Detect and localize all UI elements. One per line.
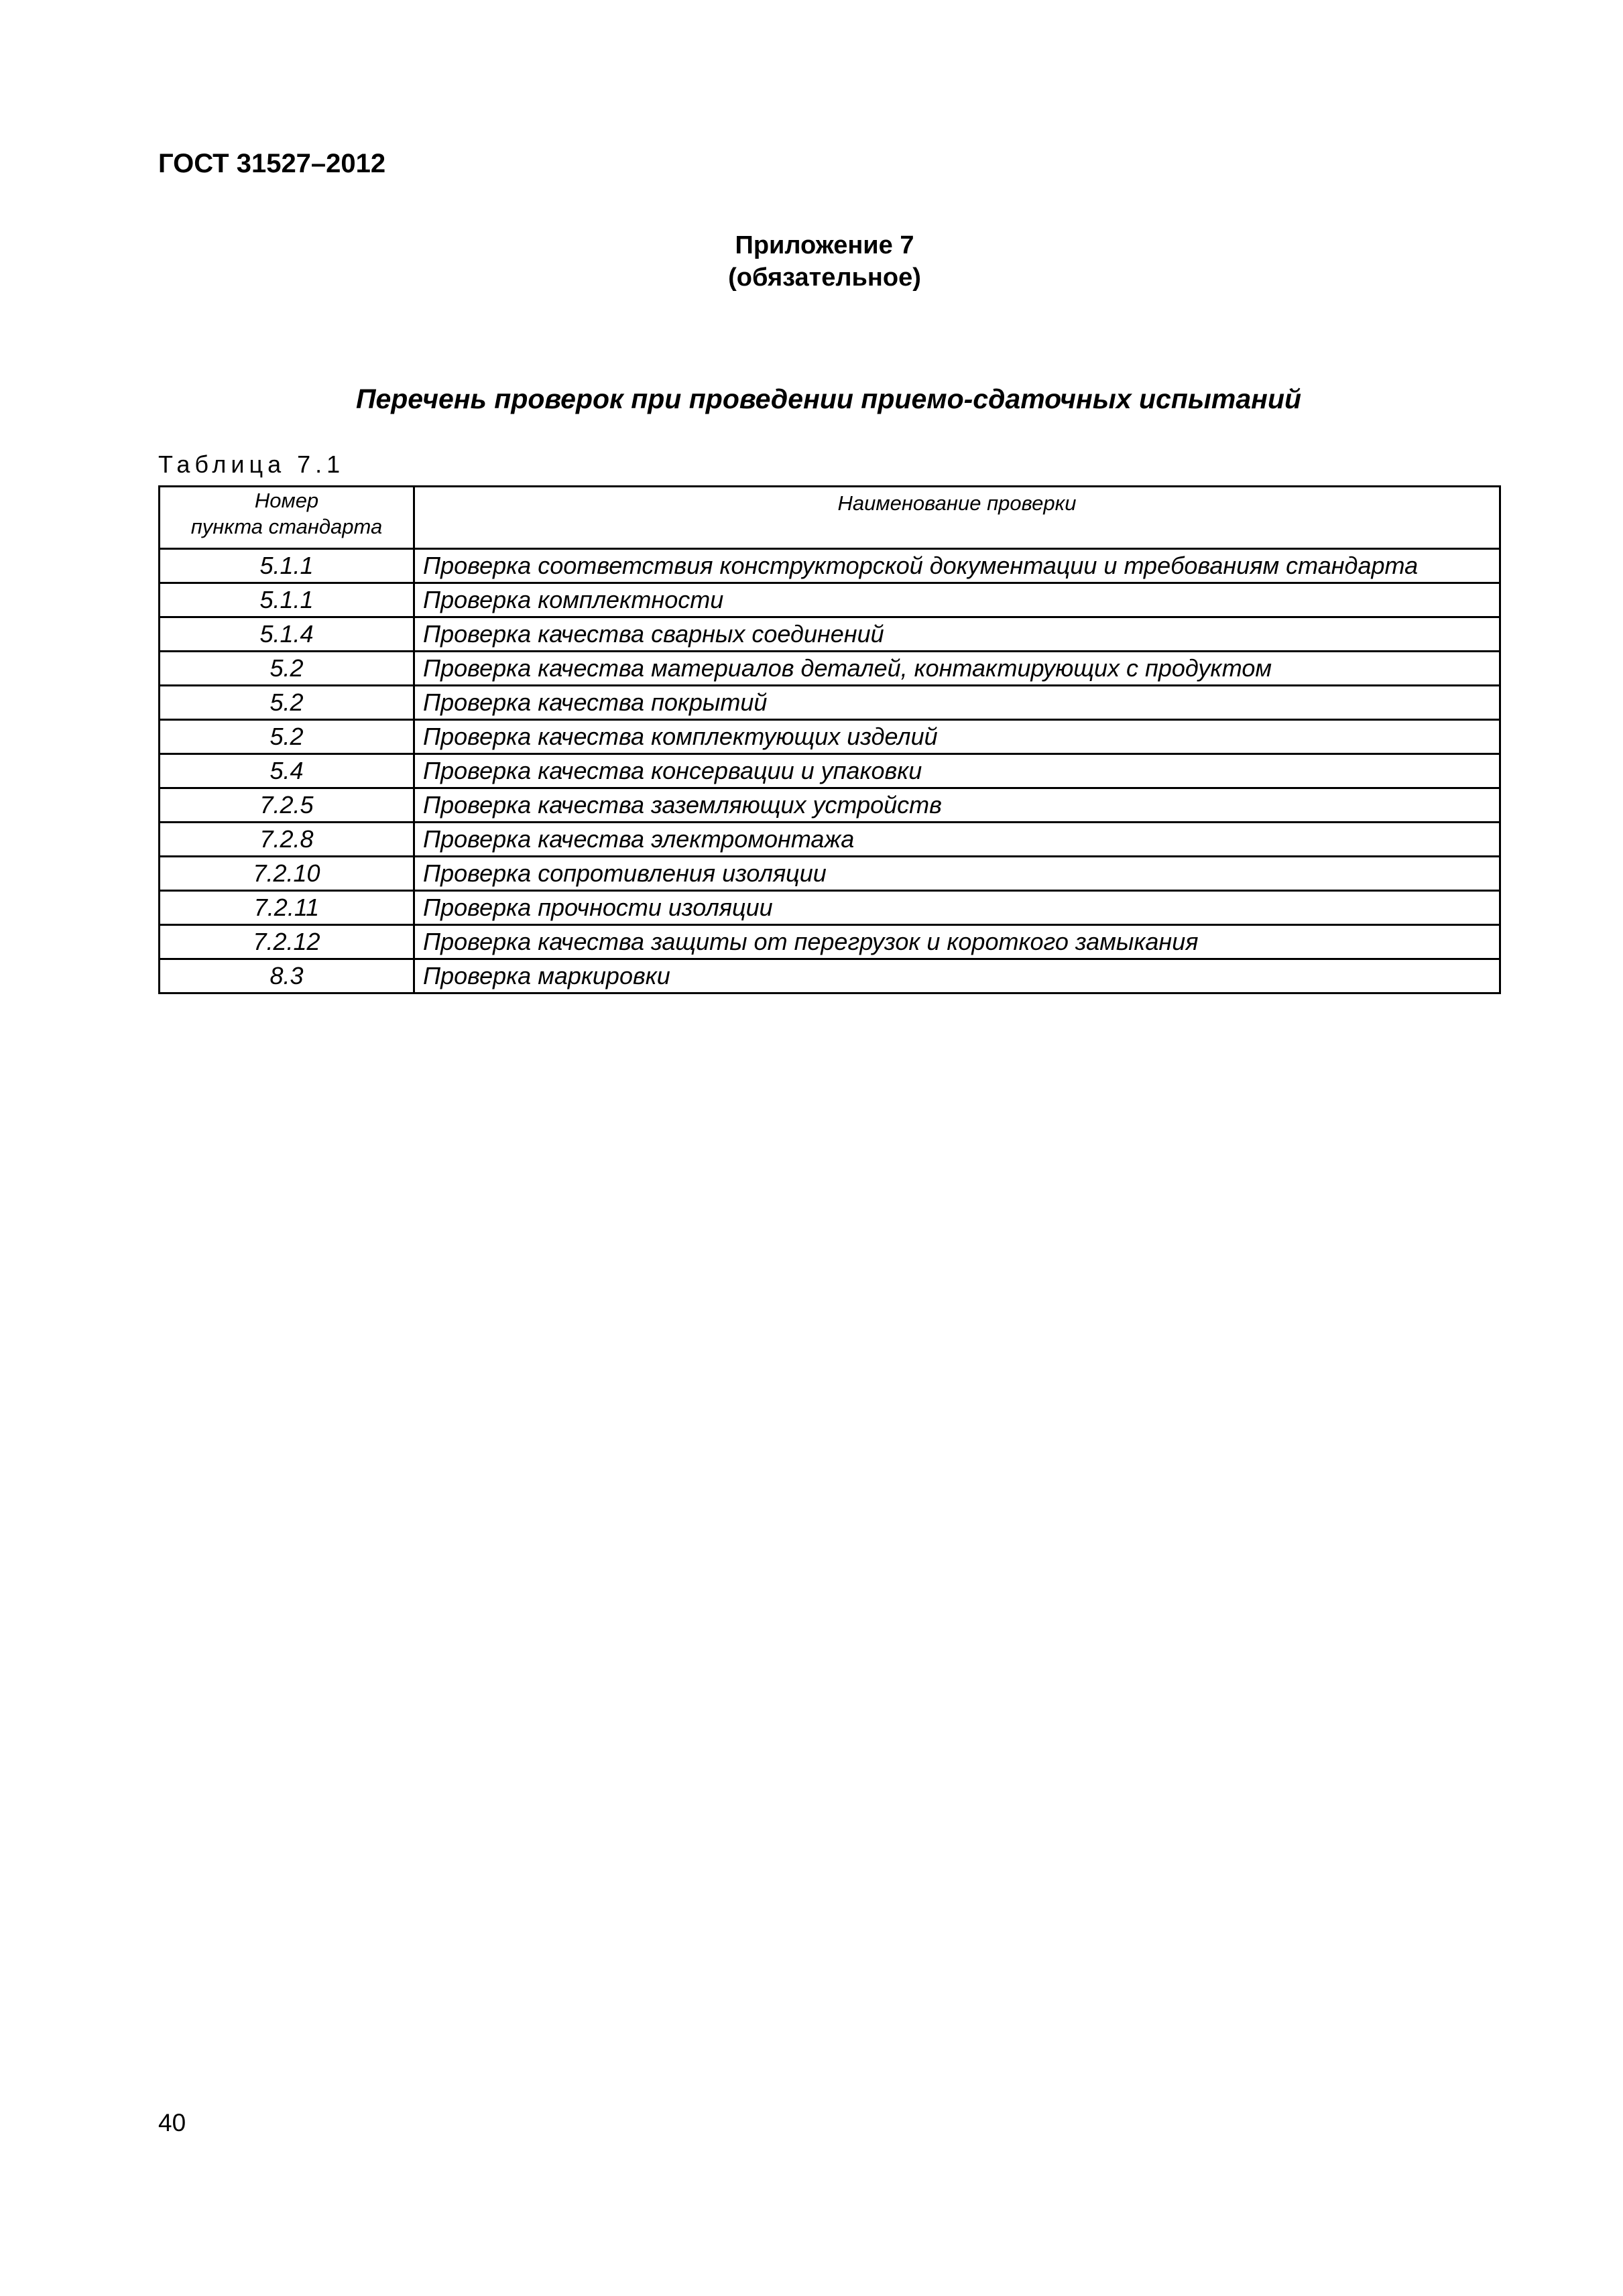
page-number: 40 [158, 2109, 186, 2136]
check-name-cell: Проверка соответствия конструкторской документации и требованиям стандарта [414, 549, 1500, 583]
header-clause-number-line1: Номер [254, 489, 319, 512]
check-name-cell: Проверка качества сварных соединений [414, 617, 1500, 652]
check-name-cell: Проверка качества защиты от перегрузок и короткого замыкания [414, 925, 1500, 959]
table-header-row [160, 487, 1500, 549]
clause-number-cell: 5.2 [160, 652, 414, 686]
clause-number-cell: 7.2.10 [160, 857, 414, 891]
check-name-cell: Проверка комплектности [414, 583, 1500, 617]
table-row [160, 823, 1500, 857]
table-row [160, 925, 1500, 959]
clause-number-cell: 5.2 [160, 720, 414, 754]
table-body [160, 549, 1500, 993]
clause-number-cell: 7.2.12 [160, 925, 414, 959]
check-name-cell: Проверка маркировки [414, 959, 1500, 993]
document-title: Перечень проверок при проведении приемо-сдаточных испытаний [355, 383, 1302, 414]
clause-number-cell: 5.4 [160, 754, 414, 788]
appendix-status: (обязательное) [728, 263, 921, 292]
table-row [160, 857, 1500, 891]
table-row [160, 686, 1500, 720]
clause-number-cell: 5.1.4 [160, 617, 414, 652]
appendix-title: Приложение 7 [735, 231, 914, 259]
check-name-cell: Проверка качества консервации и упаковки [414, 754, 1500, 788]
header-check-name: Наименование проверки [414, 487, 1500, 549]
clause-number-cell: 5.2 [160, 686, 414, 720]
check-name-cell: Проверка качества заземляющих устройств [414, 788, 1500, 823]
table-row [160, 583, 1500, 617]
clause-number-cell: 7.2.11 [160, 891, 414, 925]
document-code: ГОСТ 31527–2012 [158, 149, 386, 178]
check-name-cell: Проверка качества электромонтажа [414, 823, 1500, 857]
table-row [160, 617, 1500, 652]
appendix-heading [603, 229, 1046, 294]
check-name-cell: Проверка качества материалов деталей, контактирующих с продуктом [414, 652, 1500, 686]
table-caption: Таблица 7.1 [158, 450, 345, 478]
clause-number-cell: 5.1.1 [160, 549, 414, 583]
table-row [160, 549, 1500, 583]
checks-table [158, 485, 1501, 994]
table-row [160, 891, 1500, 925]
clause-number-cell: 5.1.1 [160, 583, 414, 617]
table-row [160, 652, 1500, 686]
table-row [160, 720, 1500, 754]
check-name-cell: Проверка прочности изоляции [414, 891, 1500, 925]
table-row [160, 754, 1500, 788]
check-name-cell: Проверка качества комплектующих изделий [414, 720, 1500, 754]
check-name-cell: Проверка качества покрытий [414, 686, 1500, 720]
header-clause-number [160, 487, 414, 549]
check-name-cell: Проверка сопротивления изоляции [414, 857, 1500, 891]
clause-number-cell: 7.2.8 [160, 823, 414, 857]
clause-number-cell: 8.3 [160, 959, 414, 993]
table-row [160, 959, 1500, 993]
clause-number-cell: 7.2.5 [160, 788, 414, 823]
header-clause-number-line2: пункта стандарта [190, 515, 383, 538]
table-row [160, 788, 1500, 823]
